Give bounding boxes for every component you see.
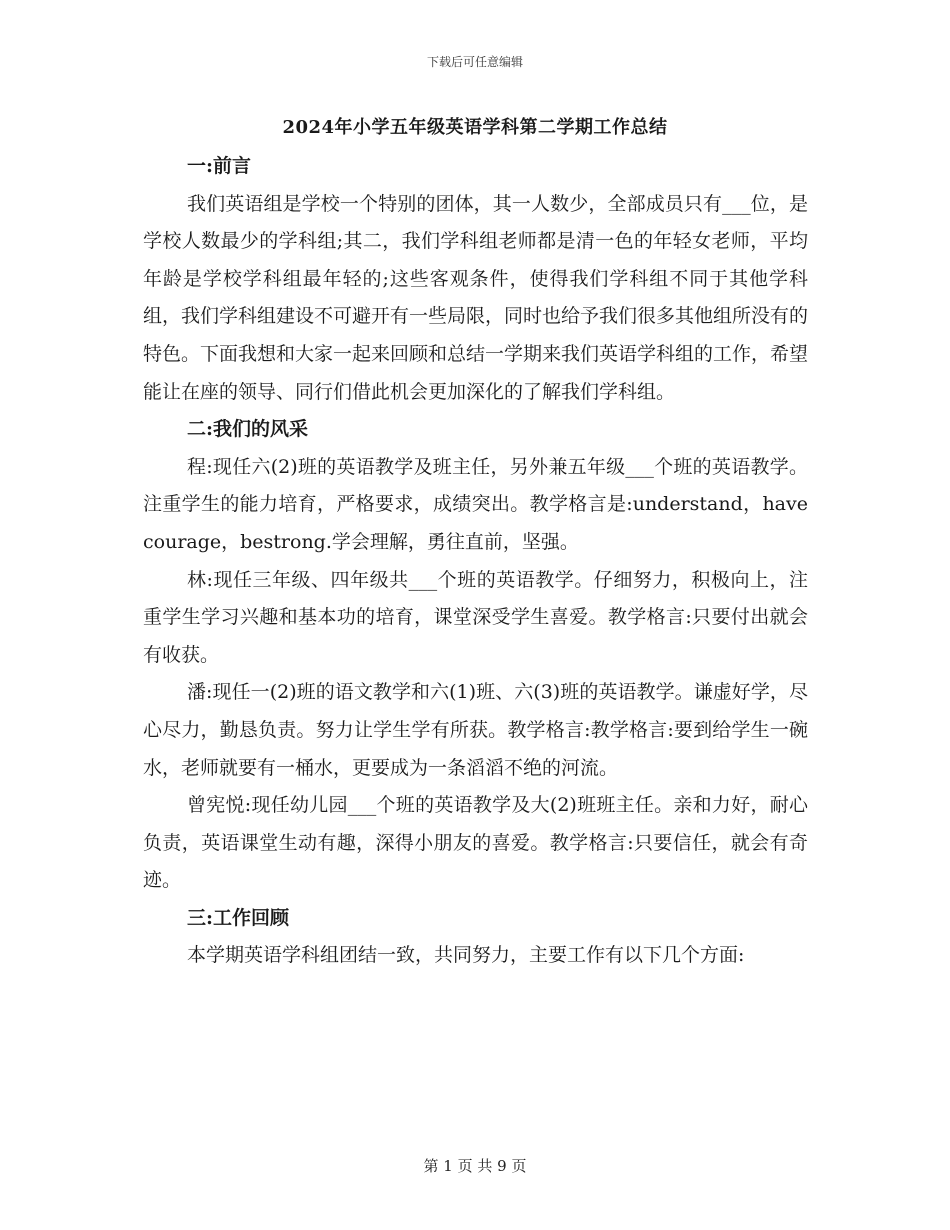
page-header-note: 下载后可任意编辑	[426, 55, 523, 69]
document-body	[143, 148, 808, 975]
section-heading-preface: 一:前言	[187, 155, 252, 177]
paragraph-teacher-lin: 林:现任三年级、四年级共___个班的英语教学。仔细努力，积极向上，注重学生学习兴趣和基本功的培育，课堂深受学生喜爱。教学格言:只要付出就会有收获。	[143, 568, 808, 666]
paragraph-preface: 我们英语组是学校一个特别的团体，其一人数少，全部成员只有___位，是学校人数最少的学科组;其二，我们学科组老师都是清一色的年轻女老师，平均年龄是学校学科组最年轻的;这些客观条件，使得我们学科组不同于其他学科组，我们学科组建设不可避开有一些局限，同时也给予我们很多其他组所没有的特色。下面我想和大家一起来回顾和总结一学期来我们英语学科组的工作，希望能让在座的领导、同行们借此机会更加深化的了解我们学科组。	[143, 192, 809, 403]
paragraph-work-review: 本学期英语学科组团结一致，共同努力，主要工作有以下几个方面:	[187, 944, 745, 967]
paragraph-teacher-zeng: 曾宪悦:现任幼儿园___个班的英语教学及大(2)班班主任。亲和力好，耐心负责，英语课堂生动有趣，深得小朋友的喜爱。教学格言:只要信任，就会有奇迹。	[143, 794, 808, 892]
paragraph-teacher-pan: 潘:现任一(2)班的语文教学和六(1)班、六(3)班的英语教学。谦虚好学，尽心尽力，勤恳负责。努力让学生学有所获。教学格言:教学格言:要到给学生一碗水，老师就要有一桶水，更要成为一条滔滔不绝的河流。	[143, 681, 808, 779]
section-heading-work-review: 三:工作回顾	[187, 906, 290, 929]
page-number: 第 1 页 共 9 页	[423, 1157, 527, 1175]
section-heading-our-style: 二:我们的风采	[187, 418, 309, 441]
paragraph-teacher-cheng: 程:现任六(2)班的英语教学及班主任，另外兼五年级___个班的英语教学。注重学生的能力培育，严格要求，成绩突出。教学格言是:understand，havecourage，bestrong.学会理解，勇往直前，坚强。	[143, 455, 808, 553]
document-title: 2024年小学五年级英语学科第二学期工作总结	[282, 117, 668, 138]
